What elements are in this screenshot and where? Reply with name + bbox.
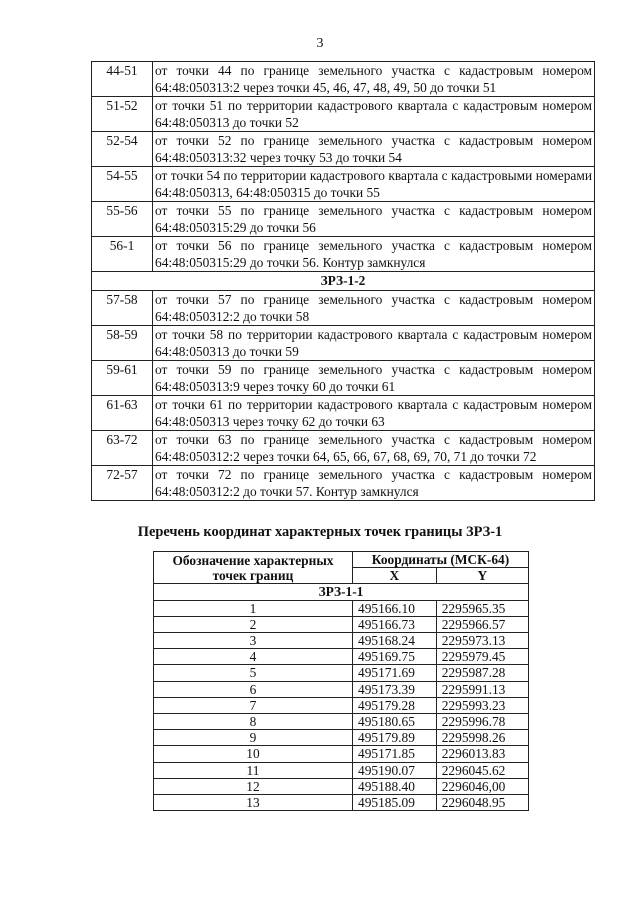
- group-label: ЗРЗ-1-2: [92, 272, 595, 291]
- segment-row: [92, 466, 595, 501]
- segment-row: [92, 291, 595, 326]
- coordinate-y: 2296046,00: [436, 778, 528, 794]
- coordinates-header: [154, 552, 529, 584]
- segment-row: [92, 361, 595, 396]
- segment-description: от точки 52 по границе земельного участка с кадастровым номером 64:48:050313:32 через точку 53 до точки 54: [153, 132, 595, 167]
- segment-description: от точки 61 по территории кадастрового квартала с кадастровым номером 64:48:050313 через точку 62 до точки 63: [153, 396, 595, 431]
- coordinates-body: [154, 584, 529, 811]
- segment-row: [92, 396, 595, 431]
- coordinate-row: [154, 746, 529, 762]
- coordinate-x: 495185.09: [353, 795, 437, 811]
- coordinate-y: 2296048.95: [436, 795, 528, 811]
- segments-group-1: [92, 62, 595, 272]
- header-point-designation: Обозначение характерных точек границ: [154, 552, 353, 584]
- coordinate-row: [154, 730, 529, 746]
- segment-description: от точки 59 по границе земельного участка с кадастровым номером 64:48:050313:9 через точку 60 до точки 61: [153, 361, 595, 396]
- segment-code: 52-54: [92, 132, 153, 167]
- segment-description: от точки 63 по границе земельного участка с кадастровым номером 64:48:050312:2 через точки 64, 65, 66, 67, 68, 69, 70, 71 до точки 72: [153, 431, 595, 466]
- point-number: 12: [154, 778, 353, 794]
- segment-description: от точки 56 по границе земельного участка с кадастровым номером 64:48:050315:29 до точки 56. Контур замкнулся: [153, 237, 595, 272]
- coordinate-y: 2295991.13: [436, 681, 528, 697]
- coordinate-x: 495166.10: [353, 600, 437, 616]
- coordinate-x: 495190.07: [353, 762, 437, 778]
- coordinate-x: 495166.73: [353, 616, 437, 632]
- segment-code: 61-63: [92, 396, 153, 431]
- segment-row: [92, 132, 595, 167]
- segment-code: 55-56: [92, 202, 153, 237]
- point-number: 11: [154, 762, 353, 778]
- segment-description: от точки 58 по территории кадастрового квартала с кадастровым номером 64:48:050313 до точки 59: [153, 326, 595, 361]
- coordinate-row: [154, 714, 529, 730]
- coordinate-y: 2296045.62: [436, 762, 528, 778]
- header-row: [154, 552, 529, 568]
- coordinate-x: 495179.89: [353, 730, 437, 746]
- boundary-segments-table: [91, 61, 595, 501]
- point-number: 1: [154, 600, 353, 616]
- segment-description: от точки 55 по границе земельного участка с кадастровым номером 64:48:050315:29 до точки 56: [153, 202, 595, 237]
- coordinate-y: 2295996.78: [436, 714, 528, 730]
- segment-code: 54-55: [92, 167, 153, 202]
- segment-row: [92, 431, 595, 466]
- coordinate-row: [154, 633, 529, 649]
- point-number: 5: [154, 665, 353, 681]
- coordinate-y: 2295987.28: [436, 665, 528, 681]
- point-number: 2: [154, 616, 353, 632]
- coordinate-y: 2295965.35: [436, 600, 528, 616]
- coordinate-row: [154, 795, 529, 811]
- coordinate-x: 495169.75: [353, 649, 437, 665]
- group-label: ЗРЗ-1-1: [154, 584, 529, 600]
- point-number: 9: [154, 730, 353, 746]
- segment-row: [92, 97, 595, 132]
- coordinate-x: 495188.40: [353, 778, 437, 794]
- point-number: 4: [154, 649, 353, 665]
- coordinate-row: [154, 616, 529, 632]
- segment-row: [92, 62, 595, 97]
- coordinate-row: [154, 778, 529, 794]
- header-coordinates: Координаты (МСК-64): [353, 552, 529, 568]
- coordinates-title: Перечень координат характерных точек границы ЗРЗ-1: [137, 524, 503, 540]
- coordinates-table: [153, 551, 529, 811]
- page-number: 3: [316, 36, 324, 51]
- segment-code: 63-72: [92, 431, 153, 466]
- segment-row: [92, 237, 595, 272]
- segment-code: 72-57: [92, 466, 153, 501]
- coordinate-y: 2295998.26: [436, 730, 528, 746]
- point-number: 10: [154, 746, 353, 762]
- segment-code: 51-52: [92, 97, 153, 132]
- segments-group-2-header: [92, 272, 595, 291]
- coordinate-y: 2295993.23: [436, 697, 528, 713]
- segment-code: 57-58: [92, 291, 153, 326]
- coordinate-row: [154, 665, 529, 681]
- group-row: [154, 584, 529, 600]
- point-number: 7: [154, 697, 353, 713]
- header-x: X: [353, 568, 437, 584]
- segment-code: 56-1: [92, 237, 153, 272]
- coordinate-y: 2295979.45: [436, 649, 528, 665]
- point-number: 3: [154, 633, 353, 649]
- segment-description: от точки 57 по границе земельного участка с кадастровым номером 64:48:050312:2 до точки 58: [153, 291, 595, 326]
- coordinate-row: [154, 600, 529, 616]
- coordinate-x: 495171.85: [353, 746, 437, 762]
- segment-row: [92, 326, 595, 361]
- coordinate-y: 2296013.83: [436, 746, 528, 762]
- segment-row: [92, 202, 595, 237]
- coordinate-x: 495180.65: [353, 714, 437, 730]
- segment-description: от точки 44 по границе земельного участка с кадастровым номером 64:48:050313:2 через точки 45, 46, 47, 48, 49, 50 до точки 51: [153, 62, 595, 97]
- segment-description: от точки 54 по территории кадастрового квартала с кадастровыми номерами 64:48:050313, 64:48:050315 до точки 55: [153, 167, 595, 202]
- segment-code: 59-61: [92, 361, 153, 396]
- coordinate-row: [154, 762, 529, 778]
- point-number: 8: [154, 714, 353, 730]
- segment-description: от точки 72 по границе земельного участка с кадастровым номером 64:48:050312:2 до точки 57. Контур замкнулся: [153, 466, 595, 501]
- coordinate-x: 495173.39: [353, 681, 437, 697]
- point-number: 13: [154, 795, 353, 811]
- coordinate-y: 2295973.13: [436, 633, 528, 649]
- segment-row: [92, 167, 595, 202]
- segment-code: 58-59: [92, 326, 153, 361]
- coordinate-y: 2295966.57: [436, 616, 528, 632]
- coordinate-row: [154, 649, 529, 665]
- coordinate-x: 495168.24: [353, 633, 437, 649]
- coordinate-x: 495171.69: [353, 665, 437, 681]
- segment-code: 44-51: [92, 62, 153, 97]
- coordinate-row: [154, 681, 529, 697]
- group-row: [92, 272, 595, 291]
- coordinate-row: [154, 697, 529, 713]
- coordinate-x: 495179.28: [353, 697, 437, 713]
- segments-group-2: [92, 291, 595, 501]
- segment-description: от точки 51 по территории кадастрового квартала с кадастровым номером 64:48:050313 до точки 52: [153, 97, 595, 132]
- header-y: Y: [436, 568, 528, 584]
- point-number: 6: [154, 681, 353, 697]
